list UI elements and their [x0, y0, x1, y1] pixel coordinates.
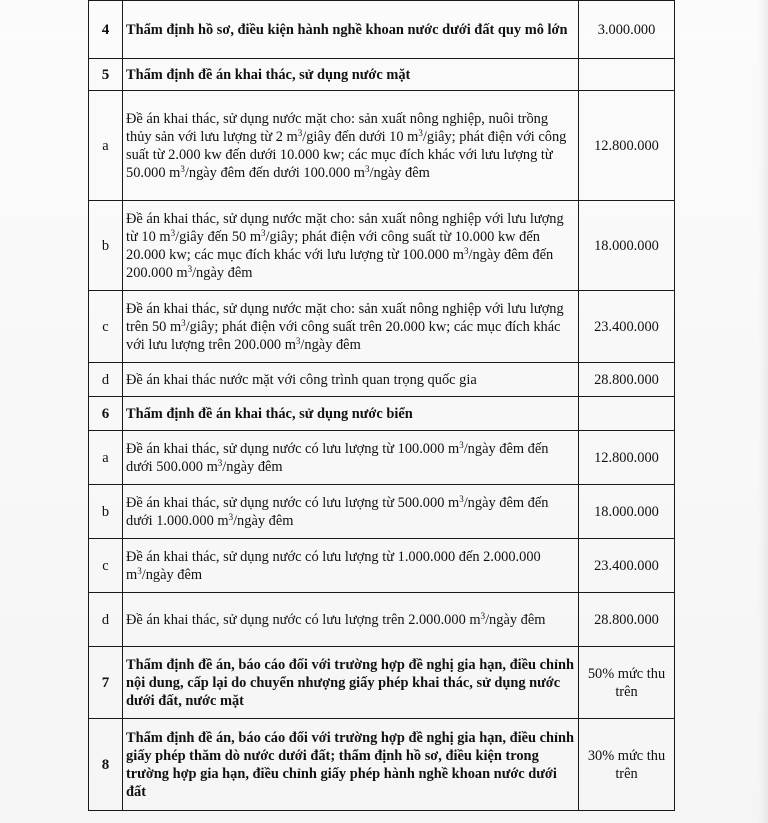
row-fee: 12.800.000: [579, 91, 675, 201]
table-row: [89, 593, 675, 647]
row-fee: 28.800.000: [579, 363, 675, 397]
table-row: [89, 431, 675, 485]
row-fee: 18.000.000: [579, 201, 675, 291]
row-number: c: [89, 539, 123, 593]
row-content: Đề án khai thác, sử dụng nước mặt cho: sản xuất nông nghiệp, nuôi trồng thủy sản với lưu lượng từ 2 $m^3$/giây đến dưới 10 $m^3$/giây; phát điện với công suất từ 2.000 kw đến dưới 10.000 kw; các mục đích khác với lưu lượng từ 50.000 $m^3$/ngày đêm đến dưới 100.000 $m^3$/ngày đêm: [123, 91, 579, 201]
row-number: a: [89, 431, 123, 485]
row-fee: 12.800.000: [579, 431, 675, 485]
row-fee: [579, 397, 675, 431]
table-row: [89, 201, 675, 291]
table-row: [89, 363, 675, 397]
table-row: [89, 1, 675, 59]
table-row: [89, 397, 675, 431]
row-number: 4: [89, 1, 123, 59]
row-number: 8: [89, 719, 123, 811]
row-number: 6: [89, 397, 123, 431]
row-content: Thẩm định đề án, báo cáo đối với trường hợp đề nghị gia hạn, điều chỉnh giấy phép thăm dò nước dưới đất; thẩm định hồ sơ, điều kiện trong trường hợp gia hạn, điều chỉnh giấy phép hành nghề khoan nước dưới đất: [123, 719, 579, 811]
row-number: c: [89, 291, 123, 363]
row-number: 5: [89, 59, 123, 91]
row-number: a: [89, 91, 123, 201]
row-fee: 28.800.000: [579, 593, 675, 647]
row-content: Đề án khai thác, sử dụng nước mặt cho: sản xuất nông nghiệp với lưu lượng từ 10 $m^3$/giây đến 50 $m^3$/giây; phát điện với công suất từ 10.000 kw đến 20.000 kw; các mục đích khác với lưu lượng từ 100.000 $m^3$/ngày đêm đến 200.000 $m^3$/ngày đêm: [123, 201, 579, 291]
table-row: [89, 291, 675, 363]
row-content: Thẩm định đề án khai thác, sử dụng nước mặt: [123, 59, 579, 91]
table-row: [89, 91, 675, 201]
row-content: Đề án khai thác, sử dụng nước có lưu lượng trên 2.000.000 $m^3$/ngày đêm: [123, 593, 579, 647]
row-fee: [579, 59, 675, 91]
table-row: [89, 485, 675, 539]
row-content: Thẩm định đề án khai thác, sử dụng nước biển: [123, 397, 579, 431]
row-number: b: [89, 201, 123, 291]
row-content: Đề án khai thác nước mặt với công trình quan trọng quốc gia: [123, 363, 579, 397]
row-content: Đề án khai thác, sử dụng nước có lưu lượng từ 500.000 $m^3$/ngày đêm đến dưới 1.000.000 $m^3$/ngày đêm: [123, 485, 579, 539]
table-row: [89, 539, 675, 593]
row-fee: 23.400.000: [579, 539, 675, 593]
row-fee: 50% mức thu trên: [579, 647, 675, 719]
row-content: Đề án khai thác, sử dụng nước có lưu lượng từ 100.000 $m^3$/ngày đêm đến dưới 500.000 $m^3$/ngày đêm: [123, 431, 579, 485]
row-fee: 18.000.000: [579, 485, 675, 539]
row-number: 7: [89, 647, 123, 719]
table-row: [89, 719, 675, 811]
fee-table: [88, 0, 675, 811]
row-content: Đề án khai thác, sử dụng nước có lưu lượng từ 1.000.000 đến 2.000.000 $m^3$/ngày đêm: [123, 539, 579, 593]
row-content: Thẩm định hồ sơ, điều kiện hành nghề khoan nước dưới đất quy mô lớn: [123, 1, 579, 59]
row-content: Thẩm định đề án, báo cáo đối với trường hợp đề nghị gia hạn, điều chỉnh nội dung, cấp lại do chuyển nhượng giấy phép khai thác, sử dụng nước dưới đất, nước mặt: [123, 647, 579, 719]
row-number: b: [89, 485, 123, 539]
page-edge-shadow: [758, 0, 768, 823]
row-number: d: [89, 593, 123, 647]
row-fee: 30% mức thu trên: [579, 719, 675, 811]
table-row: [89, 59, 675, 91]
row-content: Đề án khai thác, sử dụng nước mặt cho: sản xuất nông nghiệp với lưu lượng trên 50 $m^3$/giây; phát điện với công suất trên 20.000 kw; các mục đích khác với lưu lượng trên 200.000 $m^3$/ngày đêm: [123, 291, 579, 363]
row-fee: 23.400.000: [579, 291, 675, 363]
row-number: d: [89, 363, 123, 397]
table-row: [89, 647, 675, 719]
row-fee: 3.000.000: [579, 1, 675, 59]
